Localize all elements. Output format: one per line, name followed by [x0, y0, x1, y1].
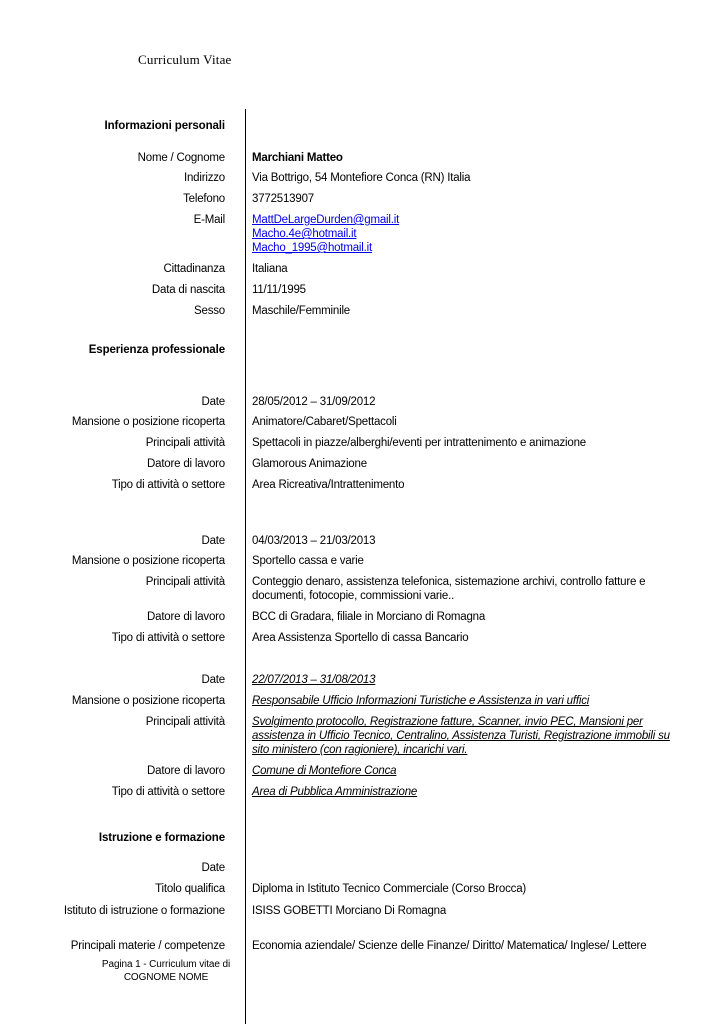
- section-heading: Esperienza professionale: [88, 344, 225, 356]
- role-label: Mansione o posizione ricoperta: [71, 416, 225, 428]
- birth-value: 11/11/1995: [252, 284, 306, 296]
- activities-value: Svolgimento protocollo, Registrazione fatture, Scanner, invio PEC, Mansioni per assistenza in Ufficio Tecnico, Centralino, Assistenza Turisti, Registrazione immobili su sito ministero (con ragioniere), incarichi vari.: [252, 716, 670, 756]
- role-value: Animatore/Cabaret/Spettacoli: [252, 416, 397, 428]
- activities-value: Conteggio denaro, assistenza telefonica, sistemazione archivi, controllo fatture e documenti, fotocopie, commissioni varie..: [252, 576, 646, 602]
- institute-value: ISISS GOBETTI Morciano Di Romagna: [252, 905, 447, 917]
- date-value: 28/05/2012 – 31/09/2012: [252, 396, 376, 408]
- role-label: Mansione o posizione ricoperta: [71, 695, 225, 707]
- page-footer: [96, 958, 236, 984]
- phone-value: 3772513907: [252, 193, 314, 205]
- sector-label: Tipo di attività o settore: [111, 479, 225, 491]
- citizenship-value: Italiana: [252, 263, 288, 275]
- employer-label: Datore di lavoro: [147, 765, 225, 777]
- footer-line: Pagina 1 - Curriculum vitae di: [101, 959, 231, 970]
- email-link[interactable]: Macho.4e@hotmail.it: [252, 228, 357, 240]
- name-value: Marchiani Matteo: [252, 152, 343, 164]
- section-heading: Informazioni personali: [104, 120, 225, 132]
- date-label: Date: [201, 862, 225, 874]
- column-divider: [245, 109, 246, 1024]
- employer-value: Comune di Montefiore Conca: [252, 765, 397, 777]
- activities-label: Principali attività: [145, 716, 225, 728]
- date-value: 22/07/2013 – 31/08/2013: [252, 674, 376, 686]
- document-title: Curriculum Vitae: [138, 52, 232, 67]
- birth-label: Data di nascita: [151, 284, 225, 296]
- activities-label: Principali attività: [145, 576, 225, 588]
- activities-value: Spettacoli in piazze/alberghi/eventi per intrattenimento e animazione: [252, 437, 586, 449]
- sector-label: Tipo di attività o settore: [111, 632, 225, 644]
- sector-value: Area di Pubblica Amministrazione: [252, 786, 418, 798]
- name-label: Nome / Cognome: [137, 152, 225, 164]
- role-label: Mansione o posizione ricoperta: [71, 555, 225, 567]
- employer-value: Glamorous Animazione: [252, 458, 367, 470]
- sector-value: Area Assistenza Sportello di cassa Bancario: [252, 632, 469, 644]
- institute-label: Istituto di istruzione o formazione: [63, 905, 225, 917]
- role-value: Responsabile Ufficio Informazioni Turistiche e Assistenza in vari uffici: [252, 695, 590, 707]
- sex-label: Sesso: [194, 305, 225, 317]
- employer-label: Datore di lavoro: [147, 611, 225, 623]
- section-heading: Istruzione e formazione: [98, 832, 225, 844]
- employer-label: Datore di lavoro: [147, 458, 225, 470]
- subjects-label: Principali materie / competenze: [70, 940, 225, 952]
- sector-value: Area Ricreativa/Intrattenimento: [252, 479, 405, 491]
- address-label: Indirizzo: [183, 172, 225, 184]
- qualification-value: Diploma in Istituto Tecnico Commerciale (Corso Brocca): [252, 883, 527, 895]
- subjects-value: Economia aziendale/ Scienze delle Finanze/ Diritto/ Matematica/ Inglese/ Lettere: [252, 940, 647, 952]
- date-label: Date: [201, 535, 225, 547]
- email-link[interactable]: MattDeLargeDurden@gmail.it: [252, 214, 400, 226]
- email-label: E-Mail: [193, 214, 225, 226]
- date-value: 04/03/2013 – 21/03/2013: [252, 535, 376, 547]
- email-list: [252, 213, 672, 255]
- email-link[interactable]: Macho_1995@hotmail.it: [252, 242, 372, 254]
- date-label: Date: [201, 396, 225, 408]
- employer-value: BCC di Gradara, filiale in Morciano di Romagna: [252, 611, 486, 623]
- address-value: Via Bottrigo, 54 Montefiore Conca (RN) Italia: [252, 172, 471, 184]
- sex-value: Maschile/Femminile: [252, 305, 351, 317]
- phone-label: Telefono: [183, 193, 225, 205]
- date-label: Date: [201, 674, 225, 686]
- footer-line: COGNOME NOME: [123, 972, 209, 983]
- qualification-label: Titolo qualifica: [155, 883, 225, 895]
- role-value: Sportello cassa e varie: [252, 555, 364, 567]
- activities-label: Principali attività: [145, 437, 225, 449]
- sector-label: Tipo di attività o settore: [111, 786, 225, 798]
- citizenship-label: Cittadinanza: [163, 263, 225, 275]
